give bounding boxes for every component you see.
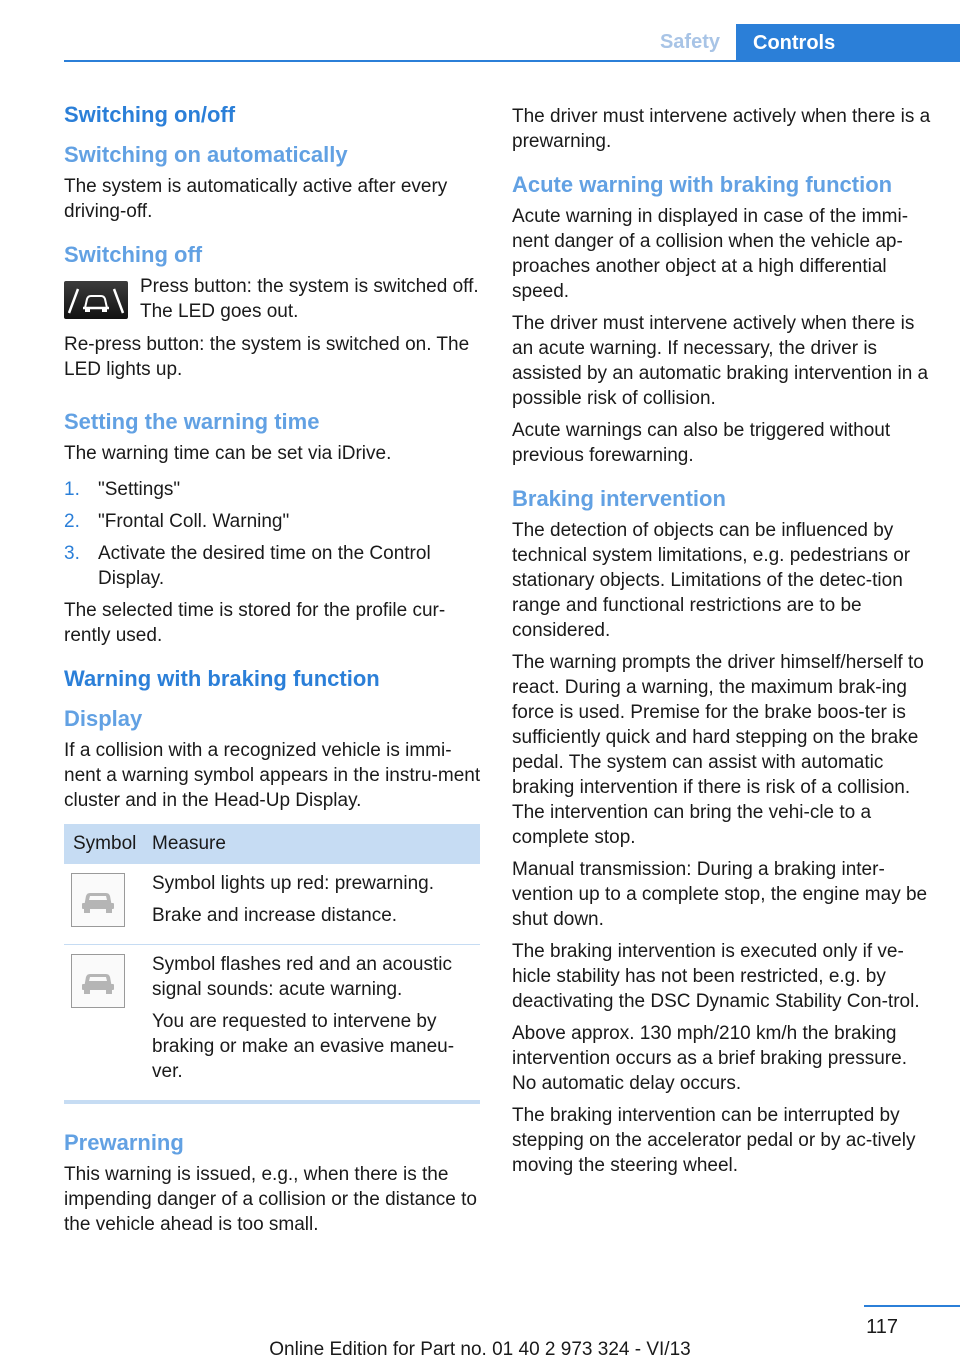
step-number: 1. — [64, 479, 80, 500]
tab-controls[interactable]: Controls — [736, 24, 960, 62]
collision-warning-button-icon — [64, 281, 128, 319]
subheading-display: Display — [64, 706, 143, 731]
paragraph-brake-3: Manual transmission: During a braking inter‐vention up to a complete stop, the engine may be shut down. — [512, 859, 928, 930]
heading-switching-on-off: Switching on/off — [64, 102, 236, 127]
list-item — [64, 509, 482, 534]
subheading-switching-off: Switching off — [64, 242, 203, 267]
step-text: Activate the desired time on the Control Display. — [98, 543, 431, 589]
steps-list — [64, 477, 482, 591]
table-cell-acute-warning: Symbol flashes red and an acoustic signal sounds: acute warning. — [152, 954, 452, 1000]
page-number: 117 — [866, 1316, 898, 1338]
paragraph-time-stored: The selected time is stored for the profile cur‐rently used. — [64, 600, 446, 646]
car-warning-icon — [71, 954, 125, 1008]
subheading-braking-intervention: Braking intervention — [512, 486, 726, 511]
left-column — [64, 98, 482, 1244]
subheading-prewarning: Prewarning — [64, 1130, 184, 1155]
edition-note: Online Edition for Part no. 01 40 2 973 324 - VI/13 — [269, 1339, 691, 1360]
page-header — [0, 0, 960, 62]
symbol-table — [64, 824, 480, 1104]
paragraph-intervene-prewarning: The driver must intervene actively when there is a prewarning. — [512, 106, 931, 152]
step-number: 3. — [64, 543, 80, 564]
step-text: "Settings" — [98, 479, 181, 500]
paragraph-auto-active: The system is automatically active after every driving-off. — [64, 176, 448, 222]
paragraph-brake-1: The detection of objects can be influenced by technical system limitations, e.g. pedestrians or stationary objects. Limitations of the detec‐tion range and functional restrictions are to be considered. — [512, 520, 911, 641]
subheading-acute-warning: Acute warning with braking function — [512, 172, 893, 197]
table-cell-intervene: You are requested to intervene by braking or make an evasive maneu‐ver. — [152, 1011, 455, 1082]
step-text: "Frontal Coll. Warning" — [98, 511, 290, 532]
table-header — [64, 824, 480, 864]
heading-warning-with-braking: Warning with braking function — [64, 666, 380, 691]
paragraph-brake-6: The braking intervention can be interrupted by stepping on the accelerator pedal or by ac‐tively moving the steering wheel. — [512, 1105, 916, 1176]
list-item — [64, 477, 482, 502]
table-row — [64, 944, 480, 1100]
subheading-switching-on-automatically: Switching on automatically — [64, 142, 348, 167]
subheading-setting-warning-time: Setting the warning time — [64, 409, 320, 434]
paragraph-press-button: Press button: the system is switched off. The LED goes out. — [140, 276, 479, 322]
paragraph-brake-2: The warning prompts the driver himself/herself to react. During a warning, the maximum brak‐ing force is used. Premise for the brake boos‐ter is sufficiently quick and hard stepping on the brake pedal. The system can assist with automatic braking intervention if there is risk of a collision. The intervention can bring the vehi‐cle to a complete stop. — [512, 652, 924, 848]
paragraph-brake-4: The braking intervention is executed only if ve‐hicle stability has not been restricted, e.g. by deactivating the DSC Dynamic Stability Con‐trol. — [512, 941, 920, 1012]
paragraph-acute-3: Acute warnings can also be triggered without previous forewarning. — [512, 420, 891, 466]
table-cell-brake-increase: Brake and increase distance. — [152, 905, 398, 926]
table-cell-prewarning: Symbol lights up red: prewarning. — [152, 873, 434, 894]
button-instruction — [64, 274, 482, 332]
column-header-symbol: Symbol — [73, 833, 137, 854]
column-header-measure: Measure — [152, 833, 226, 854]
paragraph-repress-button: Re-press button: the system is switched on. The LED lights up. — [64, 334, 470, 380]
car-warning-icon — [71, 873, 125, 927]
table-row — [64, 864, 480, 944]
paragraph-acute-1: Acute warning in displayed in case of the immi‐nent danger of a collision when the vehicle ap‐proaches another object at a high differential speed. — [512, 206, 909, 302]
paragraph-display: If a collision with a recognized vehicle is immi‐nent a warning symbol appears in the instru‐ment cluster and in the Head-Up Display. — [64, 740, 481, 811]
paragraph-warning-time-idrive: The warning time can be set via iDrive. — [64, 443, 392, 464]
right-column — [512, 104, 932, 1185]
paragraph-brake-5: Above approx. 130 mph/210 km/h the braking intervention occurs as a brief braking pressure. No automatic delay occurs. — [512, 1023, 907, 1094]
list-item — [64, 541, 482, 591]
paragraph-acute-2: The driver must intervene actively when there is an acute warning. If necessary, the driver is assisted by an automatic braking intervention in a possible risk of collision. — [512, 313, 929, 409]
tab-safety[interactable]: Safety — [659, 31, 720, 53]
header-rule — [64, 60, 960, 62]
paragraph-prewarning: This warning is issued, e.g., when there is the impending danger of a collision or the distance to the vehicle ahead is too small. — [64, 1164, 477, 1235]
step-number: 2. — [64, 511, 80, 532]
footer-rule — [864, 1305, 960, 1307]
